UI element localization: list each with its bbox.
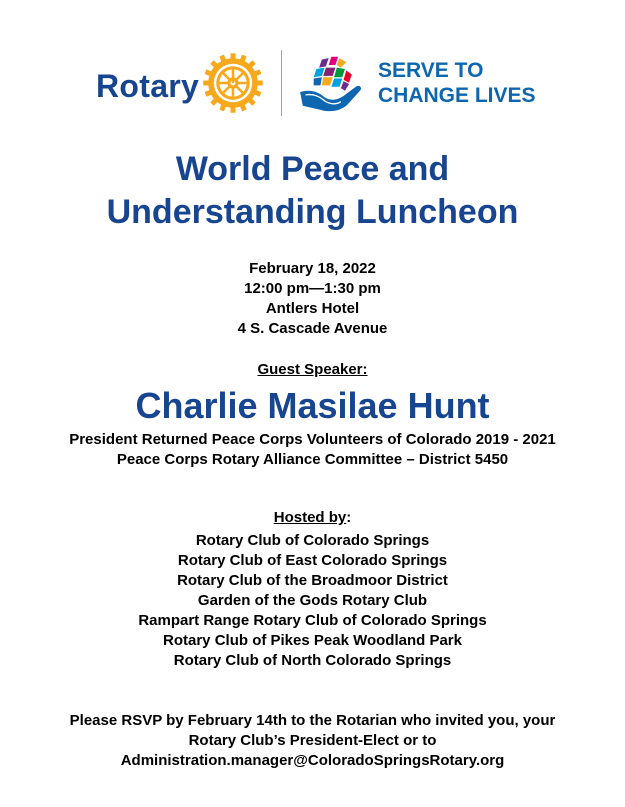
speaker-name: Charlie Masilae Hunt: [135, 385, 490, 426]
tagline-line-2: CHANGE LIVES: [378, 84, 536, 107]
rsvp-note: [0, 711, 625, 771]
title-line-2: Understanding Luncheon: [106, 193, 519, 231]
event-venue: Antlers Hotel: [265, 300, 360, 317]
list-item: Rampart Range Rotary Club of Colorado Springs: [138, 612, 487, 629]
page-title: [0, 148, 625, 234]
host-club-list: [0, 531, 625, 671]
speaker-role-2: Peace Corps Rotary Alliance Committee – District 5450: [116, 451, 509, 468]
event-date: February 18, 2022: [249, 260, 376, 277]
list-item: Rotary Club of Pikes Peak Woodland Park: [163, 632, 462, 649]
list-item: Rotary Club of Colorado Springs: [195, 532, 430, 549]
guest-speaker-label: Guest Speaker:: [257, 361, 368, 378]
rotary-wordmark: Rotary: [96, 68, 200, 104]
rsvp-line-1: Please RSVP by February 14th to the Rotarian who invited you, your: [69, 712, 556, 729]
speaker-role-1: President Returned Peace Corps Volunteers of Colorado 2019 - 2021: [69, 431, 556, 448]
list-item: Rotary Club of the Broadmoor District: [177, 572, 448, 589]
hosted-by-text: Hosted by: [273, 509, 347, 526]
rsvp-email: Administration.manager@ColoradoSpringsRotary.org: [120, 752, 505, 769]
logo-divider: [281, 50, 282, 116]
rotary-wheel-icon: [202, 52, 264, 114]
tagline: [378, 58, 536, 108]
rsvp-line-2: Rotary Club’s President-Elect or to: [188, 732, 437, 749]
event-time: 12:00 pm—1:30 pm: [244, 280, 381, 297]
list-item: Garden of the Gods Rotary Club: [197, 592, 428, 609]
list-item: Rotary Club of East Colorado Springs: [177, 552, 448, 569]
serve-to-change-lives-icon: [296, 50, 364, 118]
event-address: 4 S. Cascade Avenue: [237, 320, 388, 337]
hosted-by-colon: :: [346, 509, 352, 526]
list-item: Rotary Club of North Colorado Springs: [173, 652, 452, 669]
event-details: [0, 259, 625, 339]
hosted-by-label: [0, 509, 625, 526]
title-line-1: World Peace and: [175, 150, 450, 188]
header-logos: [0, 46, 625, 126]
tagline-line-1: SERVE TO: [378, 59, 484, 82]
speaker-roles: [0, 430, 625, 470]
